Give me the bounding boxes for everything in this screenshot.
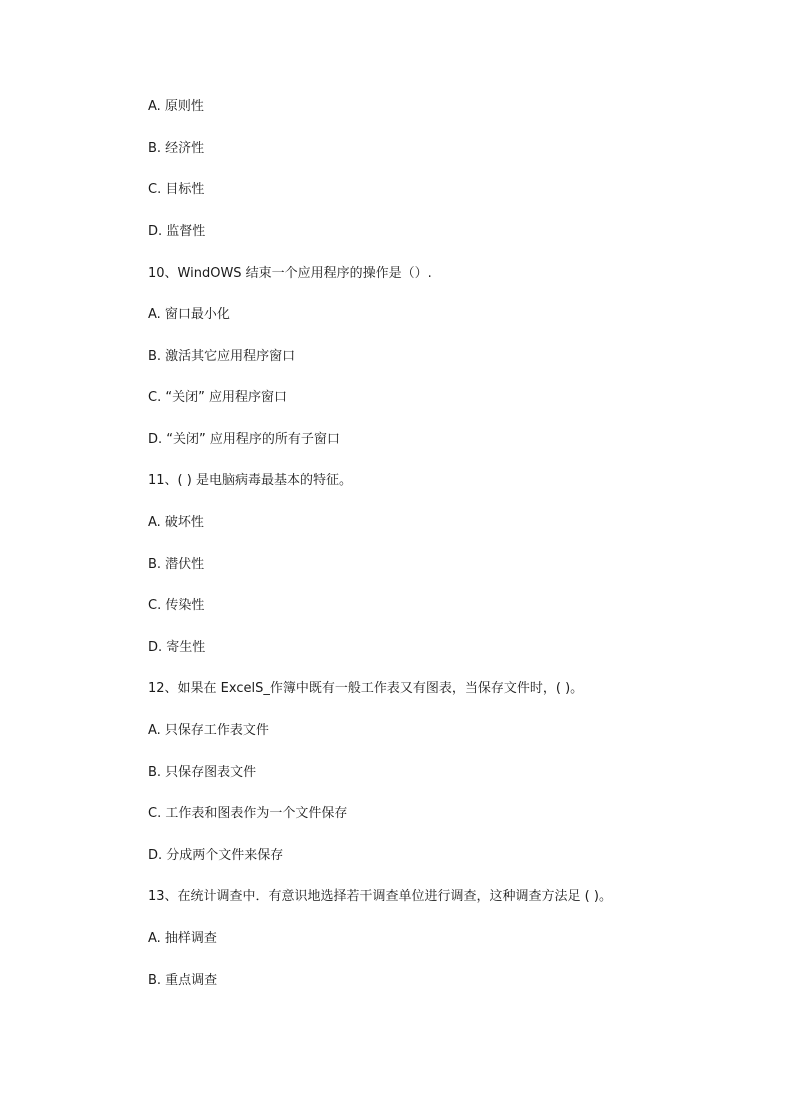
option-c-q12: C. 工作表和图表作为一个文件保存 [148, 806, 348, 821]
question-13: 13、在统计调查中．有意识地选择若干调查单位进行调查，这种调查方法足 ( )。 [148, 889, 612, 904]
option-a-q9: A. 原则性 [148, 99, 204, 114]
question-10: 10、WindOWS 结束一个应用程序的操作是（）. [148, 266, 432, 281]
option-b-q12: B. 只保存图表文件 [148, 765, 257, 780]
option-a-q11: A. 破坏性 [148, 515, 204, 530]
question-11: 11、( ) 是电脑病毒最基本的特征。 [148, 473, 352, 488]
option-b-q13: B. 重点调查 [148, 973, 218, 988]
option-c-q10: C. “关闭” 应用程序窗口 [148, 390, 287, 405]
option-a-q10: A. 窗口最小化 [148, 307, 230, 322]
option-d-q12: D. 分成两个文件来保存 [148, 848, 284, 863]
option-d-q9: D. 监督性 [148, 224, 206, 239]
option-b-q11: B. 潜伏性 [148, 557, 205, 572]
option-a-q12: A. 只保存工作表文件 [148, 723, 269, 738]
option-b-q9: B. 经济性 [148, 141, 205, 156]
option-d-q10: D. “关闭” 应用程序的所有子窗口 [148, 432, 340, 447]
option-b-q10: B. 激活其它应用程序窗口 [148, 349, 296, 364]
option-c-q11: C. 传染性 [148, 598, 205, 613]
question-12: 12、如果在 ExcelS_作簿中既有一般工作表又有图表，当保存文件时，( )。 [148, 681, 584, 696]
option-a-q13: A. 抽样调查 [148, 931, 217, 946]
option-d-q11: D. 寄生性 [148, 640, 206, 655]
option-c-q9: C. 目标性 [148, 182, 205, 197]
